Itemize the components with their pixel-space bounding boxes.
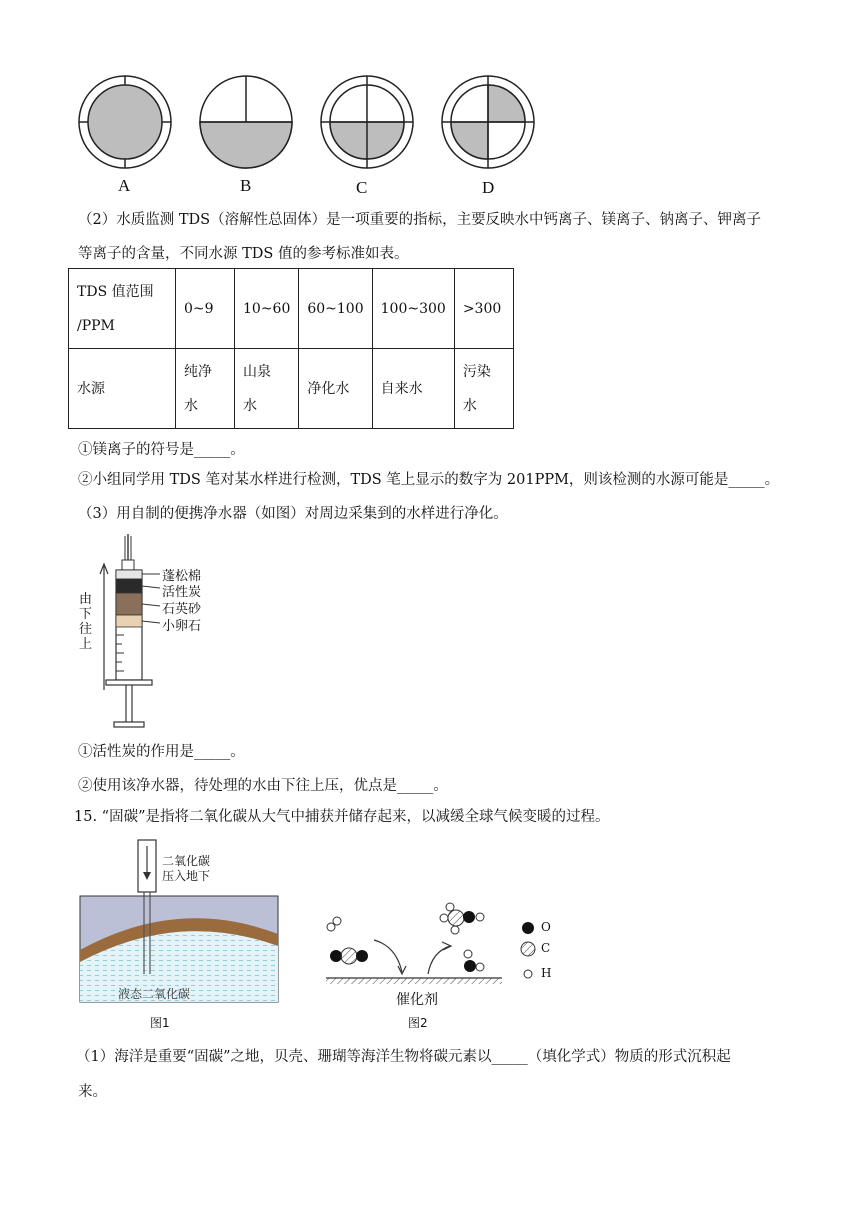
source-cell: 自来水 — [372, 349, 454, 429]
fig1-bottom-label: 液态二氧化碳 — [118, 987, 191, 1001]
side-label-char: 上 — [79, 637, 93, 652]
source-line: 水 — [243, 397, 257, 414]
side-label-char: 往 — [79, 622, 93, 637]
range-cell: >300 — [454, 269, 513, 349]
molecule-methanol-out — [440, 903, 484, 934]
range-cell: 60~100 — [299, 269, 372, 349]
fig1-arrow-label-2: 压入地下 — [162, 869, 211, 883]
source-line: 山泉 — [243, 363, 271, 380]
side-label-char: 下 — [79, 607, 93, 622]
q2-sub2: ②小组同学用 TDS 笔对某水样进行检测，TDS 笔上显示的数字为 201PPM，则该检测的水源可能是_____。 — [78, 472, 780, 488]
source-line: 纯净 — [184, 363, 212, 380]
header-cell — [69, 269, 176, 349]
q3-sub2: ②使用该净水器，待处理的水由下往上压，优点是_____。 — [78, 778, 448, 794]
source-line: 污染 — [462, 363, 491, 380]
q2-intro-line1: （2）水质监测 TDS（溶解性总固体）是一项重要的指标，主要反映水中钙离子、镁离子、钠离子、钾离子 — [78, 212, 762, 228]
header-label-1: TDS 值范围 — [77, 283, 154, 300]
fig1-arrow-label-1: 二氧化碳 — [162, 854, 211, 868]
tds-table — [68, 268, 514, 429]
source-cell — [454, 349, 513, 429]
label-d: D — [482, 178, 495, 197]
header-label-2: /PPM — [77, 317, 115, 334]
table-row — [69, 349, 514, 429]
molecule-water-out — [464, 950, 484, 972]
circle-option-a — [79, 76, 171, 168]
q2-sub1: ①镁离子的符号是_____。 — [78, 442, 245, 458]
layer-label-cotton: 蓬松棉 — [162, 569, 202, 584]
q3-sub1: ①活性炭的作用是_____。 — [78, 744, 245, 760]
legend-o: O — [541, 920, 551, 934]
side-label — [79, 592, 92, 652]
molecule-h2-in — [327, 917, 341, 931]
side-label-char: 由 — [79, 592, 93, 607]
circle-option-b — [200, 76, 292, 168]
range-cell: 100~300 — [372, 269, 454, 349]
q15-sub1-line1: （1）海洋是重要“固碳”之地，贝壳、珊瑚等海洋生物将碳元素以_____（填化学式）物质的形式沉积起 — [76, 1049, 731, 1065]
q3-intro: （3）用自制的便携净水器（如图）对周边采集到的水样进行净化。 — [78, 506, 508, 522]
source-cell — [235, 349, 299, 429]
source-line: 水 — [184, 397, 198, 414]
q15-intro: 15. “固碳”是指将二氧化碳从大气中捕获并储存起来，以减缓全球气候变暖的过程。 — [74, 809, 610, 825]
layer-label-pebble: 小卵石 — [162, 619, 202, 634]
catalyst-label: 催化剂 — [396, 992, 438, 1008]
legend-h: H — [541, 966, 552, 980]
q15-sub1-line2: 来。 — [78, 1084, 107, 1100]
circle-options-figure — [70, 68, 560, 180]
layer-label-carbon: 活性炭 — [162, 585, 202, 600]
molecule-co2-in — [330, 948, 368, 964]
source-cell: 净化水 — [299, 349, 372, 429]
source-line: 水 — [462, 397, 477, 414]
range-cell: 0~9 — [176, 269, 235, 349]
q2-intro-line2: 等离子的含量，不同水源 TDS 值的参考标准如表。 — [78, 246, 409, 262]
row-label-cell: 水源 — [69, 349, 176, 429]
label-c: C — [356, 178, 368, 197]
source-cell — [176, 349, 235, 429]
fig1-caption: 图1 — [150, 1016, 170, 1030]
fig2-caption: 图2 — [408, 1016, 428, 1030]
label-a: A — [118, 176, 131, 195]
label-b: B — [240, 176, 252, 195]
legend-c: C — [541, 941, 551, 955]
circle-option-c — [321, 76, 413, 168]
circle-option-d — [442, 76, 534, 168]
range-cell: 10~60 — [235, 269, 299, 349]
table-row — [69, 269, 514, 349]
layer-label-quartz: 石英砂 — [162, 602, 202, 617]
